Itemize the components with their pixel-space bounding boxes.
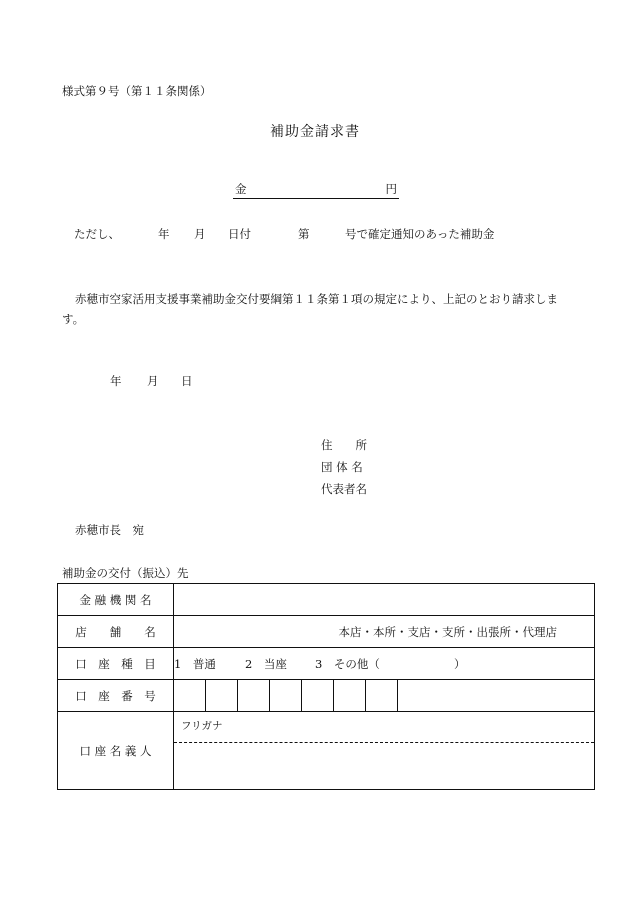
account-digit-box[interactable]	[302, 680, 334, 711]
amount-prefix: 金	[235, 182, 247, 196]
date-year: 年	[110, 374, 122, 388]
table-row	[58, 712, 595, 790]
furigana-field[interactable]	[174, 712, 594, 743]
request-body-text: 赤穂市空家活用支援事業補助金交付要綱第１１条第１項の規定により、上記のとおり請求します。	[62, 292, 558, 326]
applicant-representative-label: 代表者名	[321, 482, 367, 496]
table-row	[58, 648, 595, 680]
account-type-option-3-close: ）	[454, 656, 466, 671]
proviso-tadashi: ただし、	[74, 227, 120, 241]
proviso-day: 日付	[228, 227, 251, 241]
account-digit-box[interactable]	[238, 680, 270, 711]
account-type-option-3[interactable]: 3 その他（	[315, 656, 380, 671]
account-number-remainder	[398, 680, 587, 711]
branch-name-label: 店 舗 名	[58, 616, 174, 648]
applicant-address-label: 住 所	[321, 438, 367, 452]
applicant-organization-label: 団 体 名	[321, 460, 363, 474]
table-row	[58, 584, 595, 616]
bank-transfer-table	[57, 583, 595, 790]
proviso-year: 年	[158, 227, 170, 241]
account-digit-box[interactable]	[366, 680, 398, 711]
furigana-label: フリガナ	[181, 720, 223, 732]
request-date	[0, 373, 630, 389]
bank-section-caption: 補助金の交付（振込）先	[62, 566, 189, 580]
account-holder-field[interactable]	[174, 712, 595, 790]
proviso-month: 月	[194, 227, 206, 241]
amount-suffix: 円	[385, 182, 397, 196]
account-type-option-1[interactable]: 1 普通	[174, 656, 216, 671]
account-type-field[interactable]	[174, 648, 595, 680]
branch-type-options: 本店・本所・支店・支所・出張所・代理店	[338, 624, 557, 639]
proviso-suffix: 号で確定通知のあった補助金	[345, 227, 495, 241]
addressee: 赤穂市長 宛	[75, 523, 144, 537]
account-type-option-2[interactable]: 2 当座	[245, 656, 287, 671]
account-digit-box[interactable]	[206, 680, 238, 711]
branch-name-field[interactable]	[174, 616, 595, 648]
table-row	[58, 616, 595, 648]
account-digit-box[interactable]	[174, 680, 206, 711]
date-month: 月	[147, 374, 159, 388]
proviso-dai: 第	[298, 227, 310, 241]
account-digit-box[interactable]	[334, 680, 366, 711]
account-digit-box[interactable]	[270, 680, 302, 711]
form-number: 様式第９号（第１１条関係）	[62, 84, 212, 98]
bank-name-field[interactable]	[174, 584, 595, 616]
bank-name-label: 金 融 機 関 名	[58, 584, 174, 616]
date-day: 日	[181, 374, 193, 388]
table-row	[58, 680, 595, 712]
amount-field[interactable]	[233, 181, 399, 199]
document-title: 補助金請求書	[270, 124, 360, 140]
account-type-label: 口 座 種 目	[58, 648, 174, 680]
account-number-field[interactable]	[174, 680, 595, 712]
account-number-label: 口 座 番 号	[58, 680, 174, 712]
account-holder-label: 口 座 名 義 人	[58, 712, 174, 790]
